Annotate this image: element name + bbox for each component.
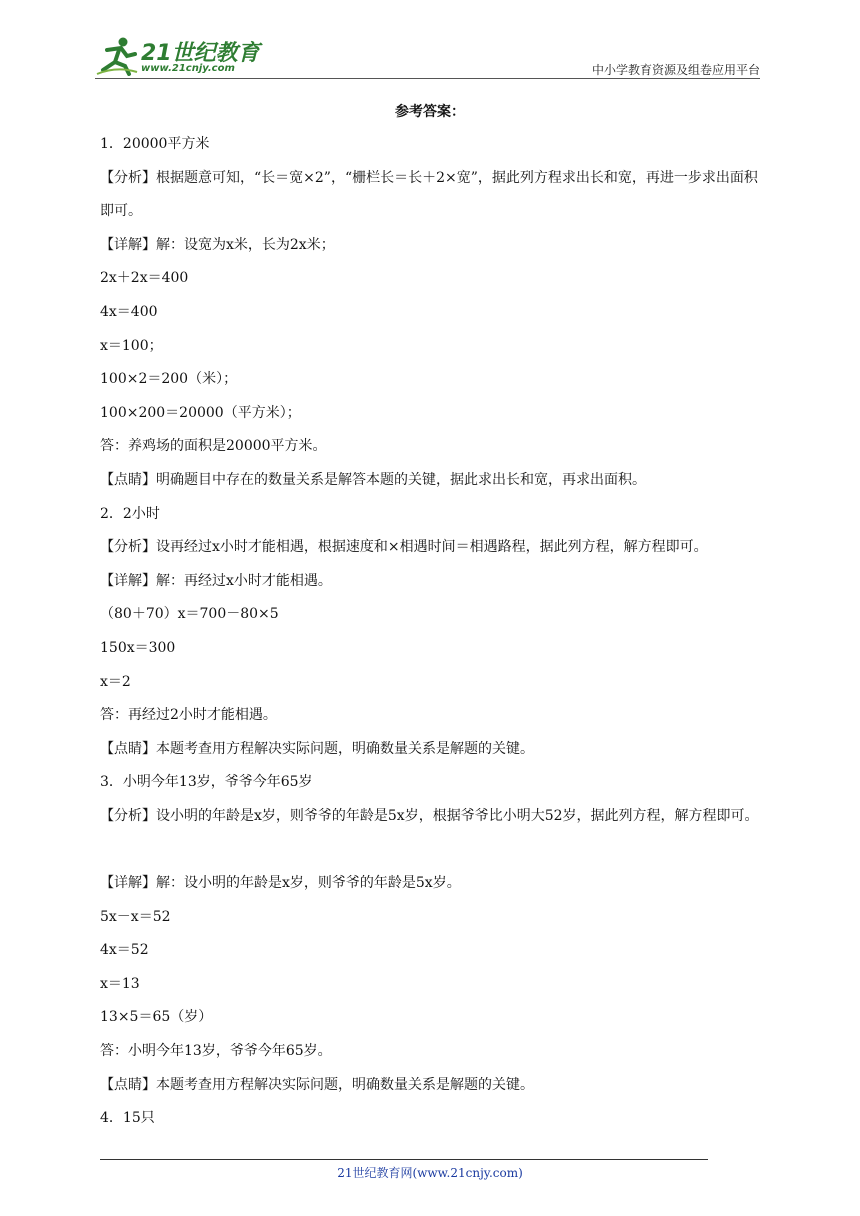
text-line: 【点睛】明确题目中存在的数量关系是解答本题的关键，据此求出长和宽，再求出面积。 <box>100 471 646 488</box>
text-line: 4．15只 <box>100 1110 155 1127</box>
page-header <box>95 28 760 80</box>
text-line: 4x＝400 <box>100 303 158 320</box>
text-line: 3．小明今年13岁，爷爷今年65岁 <box>100 774 313 791</box>
text-line: 【分析】设小明的年龄是x岁，则爷爷的年龄是5x岁，根据爷爷比小明大52岁，据此列方程，解方程即可。 <box>100 807 759 824</box>
text-line: 【点睛】本题考查用方程解决实际问题，明确数量关系是解题的关键。 <box>100 740 534 757</box>
text-line: 答：养鸡场的面积是20000平方米。 <box>100 438 327 455</box>
answer-content <box>100 128 765 1136</box>
footer-link[interactable]: 21世纪教育网(www.21cnjy.com) <box>337 1166 523 1180</box>
text-line: 150x＝300 <box>100 639 176 656</box>
text-line: 13×5＝65（岁） <box>100 1009 213 1026</box>
text-line: 2x＋2x＝400 <box>100 270 189 287</box>
text-line: 【详解】解：设小明的年龄是x岁，则爷爷的年龄是5x岁。 <box>100 875 461 892</box>
text-line: 1．20000平方米 <box>100 136 210 152</box>
text-line: x＝100； <box>100 337 163 354</box>
text-line: 【分析】根据题意可知，“长＝宽×2”，“栅栏长＝长＋2×宽”，据此列方程求出长和宽，再进一步求出面积即可。 <box>100 169 758 220</box>
page-title: 参考答案： <box>395 104 465 120</box>
text-line: x＝13 <box>100 975 140 992</box>
text-line: 【详解】解：设宽为x米，长为2x米； <box>100 236 335 253</box>
text-line: 答：再经过2小时才能相遇。 <box>100 707 277 724</box>
text-line: 【点睛】本题考查用方程解决实际问题，明确数量关系是解题的关键。 <box>100 1076 534 1093</box>
text-line: 5x－x＝52 <box>100 908 171 925</box>
footer-divider <box>100 1159 708 1160</box>
text-line: 100×200＝20000（平方米）； <box>100 404 301 421</box>
text-line: x＝2 <box>100 673 131 690</box>
text-line: 2．2小时 <box>100 505 160 522</box>
runner-logo-icon <box>95 36 139 76</box>
text-line: 答：小明今年13岁，爷爷今年65岁。 <box>100 1043 332 1060</box>
platform-name: 中小学教育资源及组卷应用平台 <box>591 63 760 77</box>
header-divider <box>95 78 760 79</box>
text-line: （80＋70）x＝700－80×5 <box>100 606 279 623</box>
text-line: 【分析】设再经过x小时才能相遇，根据速度和×相遇时间＝相遇路程，据此列方程，解方程即可。 <box>100 539 708 556</box>
logo-text: 21世纪教育 <box>141 41 260 66</box>
logo-url: www.21cnjy.com <box>141 63 235 74</box>
text-line: 4x＝52 <box>100 942 149 959</box>
text-line: 100×2＝200（米）； <box>100 371 238 388</box>
text-line: 【详解】解：再经过x小时才能相遇。 <box>100 572 332 589</box>
logo <box>95 34 260 76</box>
